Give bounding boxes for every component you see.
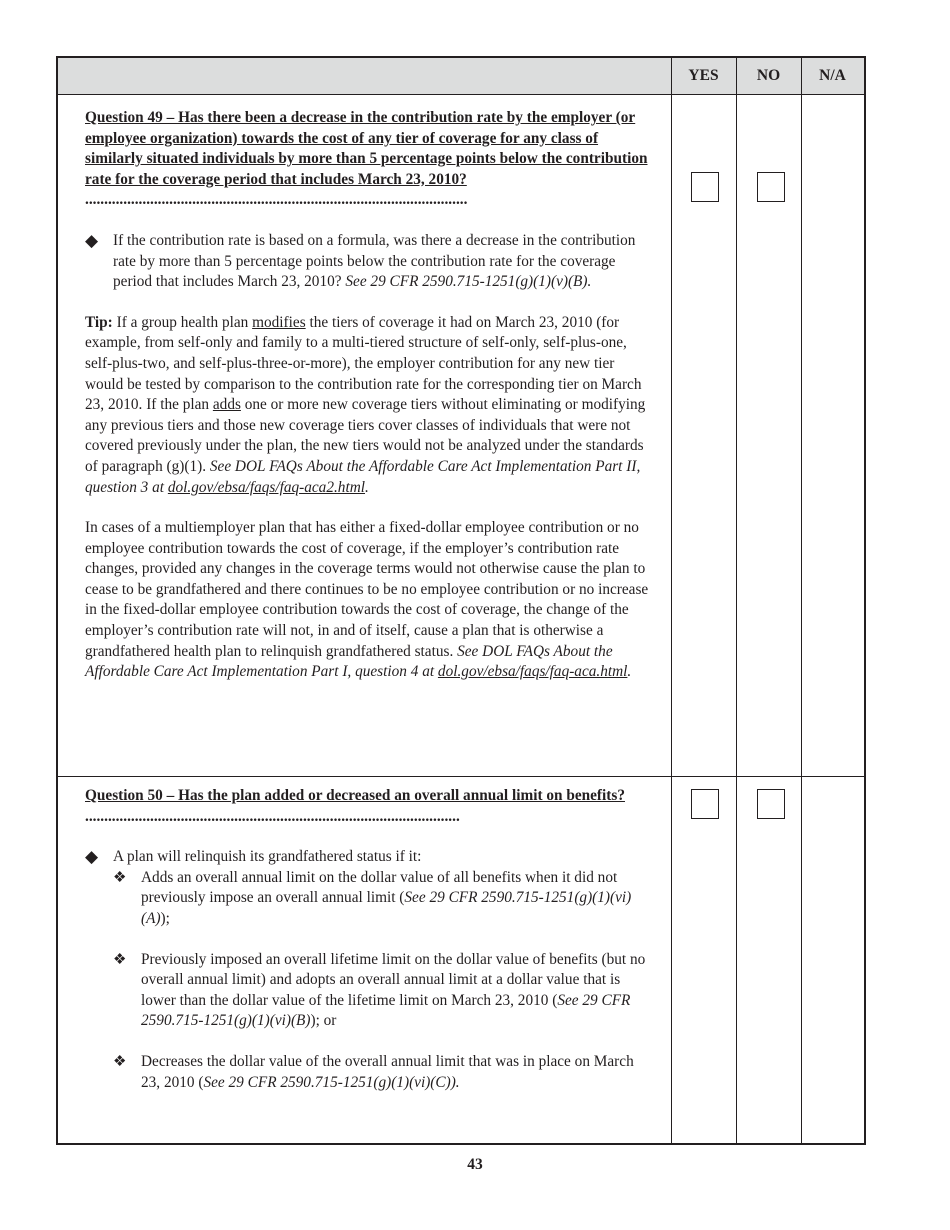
regulation-citation: See 29 CFR 2590.715-1251(g)(1)(vi)(B) [141, 991, 631, 1030]
sub-bullet-item: ❖ Adds an overall annual limit on the dollar value of all benefits when it did not previously impose an overall annual limit (See 29 CFR 2590.715-1251(g)(1)(vi)(A)); [113, 868, 632, 927]
question-50-title: Question 50 – Has the plan added or decreased an overall annual limit on benefits? [85, 787, 625, 804]
compliance-checklist-table [56, 56, 866, 1145]
dot-leader: .................................................................................................... [85, 191, 468, 209]
bullet-text: A plan will relinquish its grandfathered status if it: [113, 848, 422, 866]
faq-citation: See DOL FAQs About the Affordable Care Act Implementation Part II, question 3 at [85, 457, 641, 496]
column-divider [801, 58, 802, 1143]
dot-leader: .................................................................................................. [85, 807, 460, 825]
sub-bullet-item: ❖ Decreases the dollar value of the overall annual limit that was in place on March 23, 2010 (See 29 CFR 2590.715-1251(g)(1)(vi)(C)). [113, 1052, 634, 1091]
emphasis-modifies: modifies [252, 313, 306, 331]
question-50-heading [85, 786, 651, 827]
question-49-heading [85, 108, 651, 211]
question-50-yes-checkbox[interactable] [691, 789, 719, 819]
row-divider [58, 776, 864, 777]
regulation-citation: See 29 CFR 2590.715-1251(g)(1)(vi)(C)). [203, 1073, 460, 1091]
diamond-bullet-icon: ◆ [85, 230, 99, 250]
faq-aca2-link[interactable]: dol.gov/ebsa/faqs/faq-aca2.html [167, 478, 366, 496]
ornament-bullet-icon: ❖ [113, 951, 127, 968]
ornament-bullet-icon: ❖ [113, 1053, 127, 1070]
column-divider [736, 58, 737, 1143]
page-number: 43 [467, 1156, 483, 1173]
emphasis-adds: adds [212, 396, 241, 414]
faq-aca-link[interactable]: dol.gov/ebsa/faqs/faq-aca.html [437, 663, 628, 681]
ornament-bullet-icon: ❖ [113, 869, 127, 886]
regulation-citation: See 29 CFR 2590.715-1251(g)(1)(vi)(A) [141, 889, 632, 927]
sub-bullet-item: ❖ Previously imposed an overall lifetime limit on the dollar value of benefits (but no overall annual limit) and adopts an overall annual limit at a dollar value that is lower than the dollar value of the lifetime limit on March 23, 2010 (See 29 CFR 2590.715-1251(g)(1)(vi)(B)); or [113, 950, 646, 1030]
faq-citation: See DOL FAQs About the Affordable Care Act Implementation Part I, question 4 at [85, 642, 613, 681]
question-49-cell [85, 108, 651, 683]
column-divider [671, 58, 672, 1143]
column-header-no: NO [756, 67, 781, 84]
question-49-multiemployer-note: In cases of a multiemployer plan that has either a fixed-dollar employee contribution or no employee contribution towards the cost of coverage, if the employer’s contribution rate changes, provided any changes in the coverage terms would not otherwise cause the plan to cease to be grandfathered and there continues to be no employee contribution or no increase in the fixed-dollar employee contribution towards the cost of coverage, the change of the employer’s contribution rate will not, in and of itself, cause a plan that is otherwise a grandfathered health plan to relinquish grandfathered status. See DOL FAQs About the Affordable Care Act Implementation Part I, question 4 at dol.gov/ebsa/faqs/faq-aca.html. [85, 519, 649, 681]
question-49-tip: Tip: If a group health plan modifies the tiers of coverage it had on March 23, 2010 (for example, from self-only and family to a multi-tiered structure of self-only, self-plus-one, self-plus-two, and self-plus-three-or-more), the employer contribution for any new tier would be tested by comparison to the contribution rate for the corresponding tier on March 23, 2010. If the plan adds one or more new coverage tiers without eliminating or modifying any previous tiers and those new coverage tiers cover classes of individuals that were not covered previously under the plan, the new tiers would not be analyzed under the standards of paragraph (g)(1). See DOL FAQs About the Affordable Care Act Implementation Part II, question 3 at dol.gov/ebsa/faqs/faq-aca2.html. [85, 313, 646, 496]
tip-label: Tip: [85, 313, 113, 331]
question-49-title: Question 49 – Has there been a decrease in the contribution rate by the employer (or employee organization) towards the cost of any tier of coverage for any class of similarly situated individuals by more than 5 percentage points below the contribution rate for the coverage period that includes March 23, 2010? [85, 109, 648, 188]
column-header-na: N/A [819, 67, 846, 84]
question-50-no-checkbox[interactable] [757, 789, 785, 819]
question-50-bullet [85, 847, 651, 868]
bullet-text: If the contribution rate is based on a formula, was there a decrease in the contribution rate by more than 5 percentage points below the contribution rate for the coverage period that includes March 23, 2010? [113, 231, 636, 291]
question-49-no-checkbox[interactable] [757, 172, 785, 202]
diamond-bullet-icon: ◆ [85, 847, 99, 867]
regulation-citation: See 29 CFR 2590.715-1251(g)(1)(v)(B). [345, 273, 592, 291]
question-50-cell [85, 786, 651, 1093]
question-49-bullet [85, 231, 651, 293]
column-header-yes: YES [688, 67, 719, 84]
question-49-yes-checkbox[interactable] [691, 172, 719, 202]
